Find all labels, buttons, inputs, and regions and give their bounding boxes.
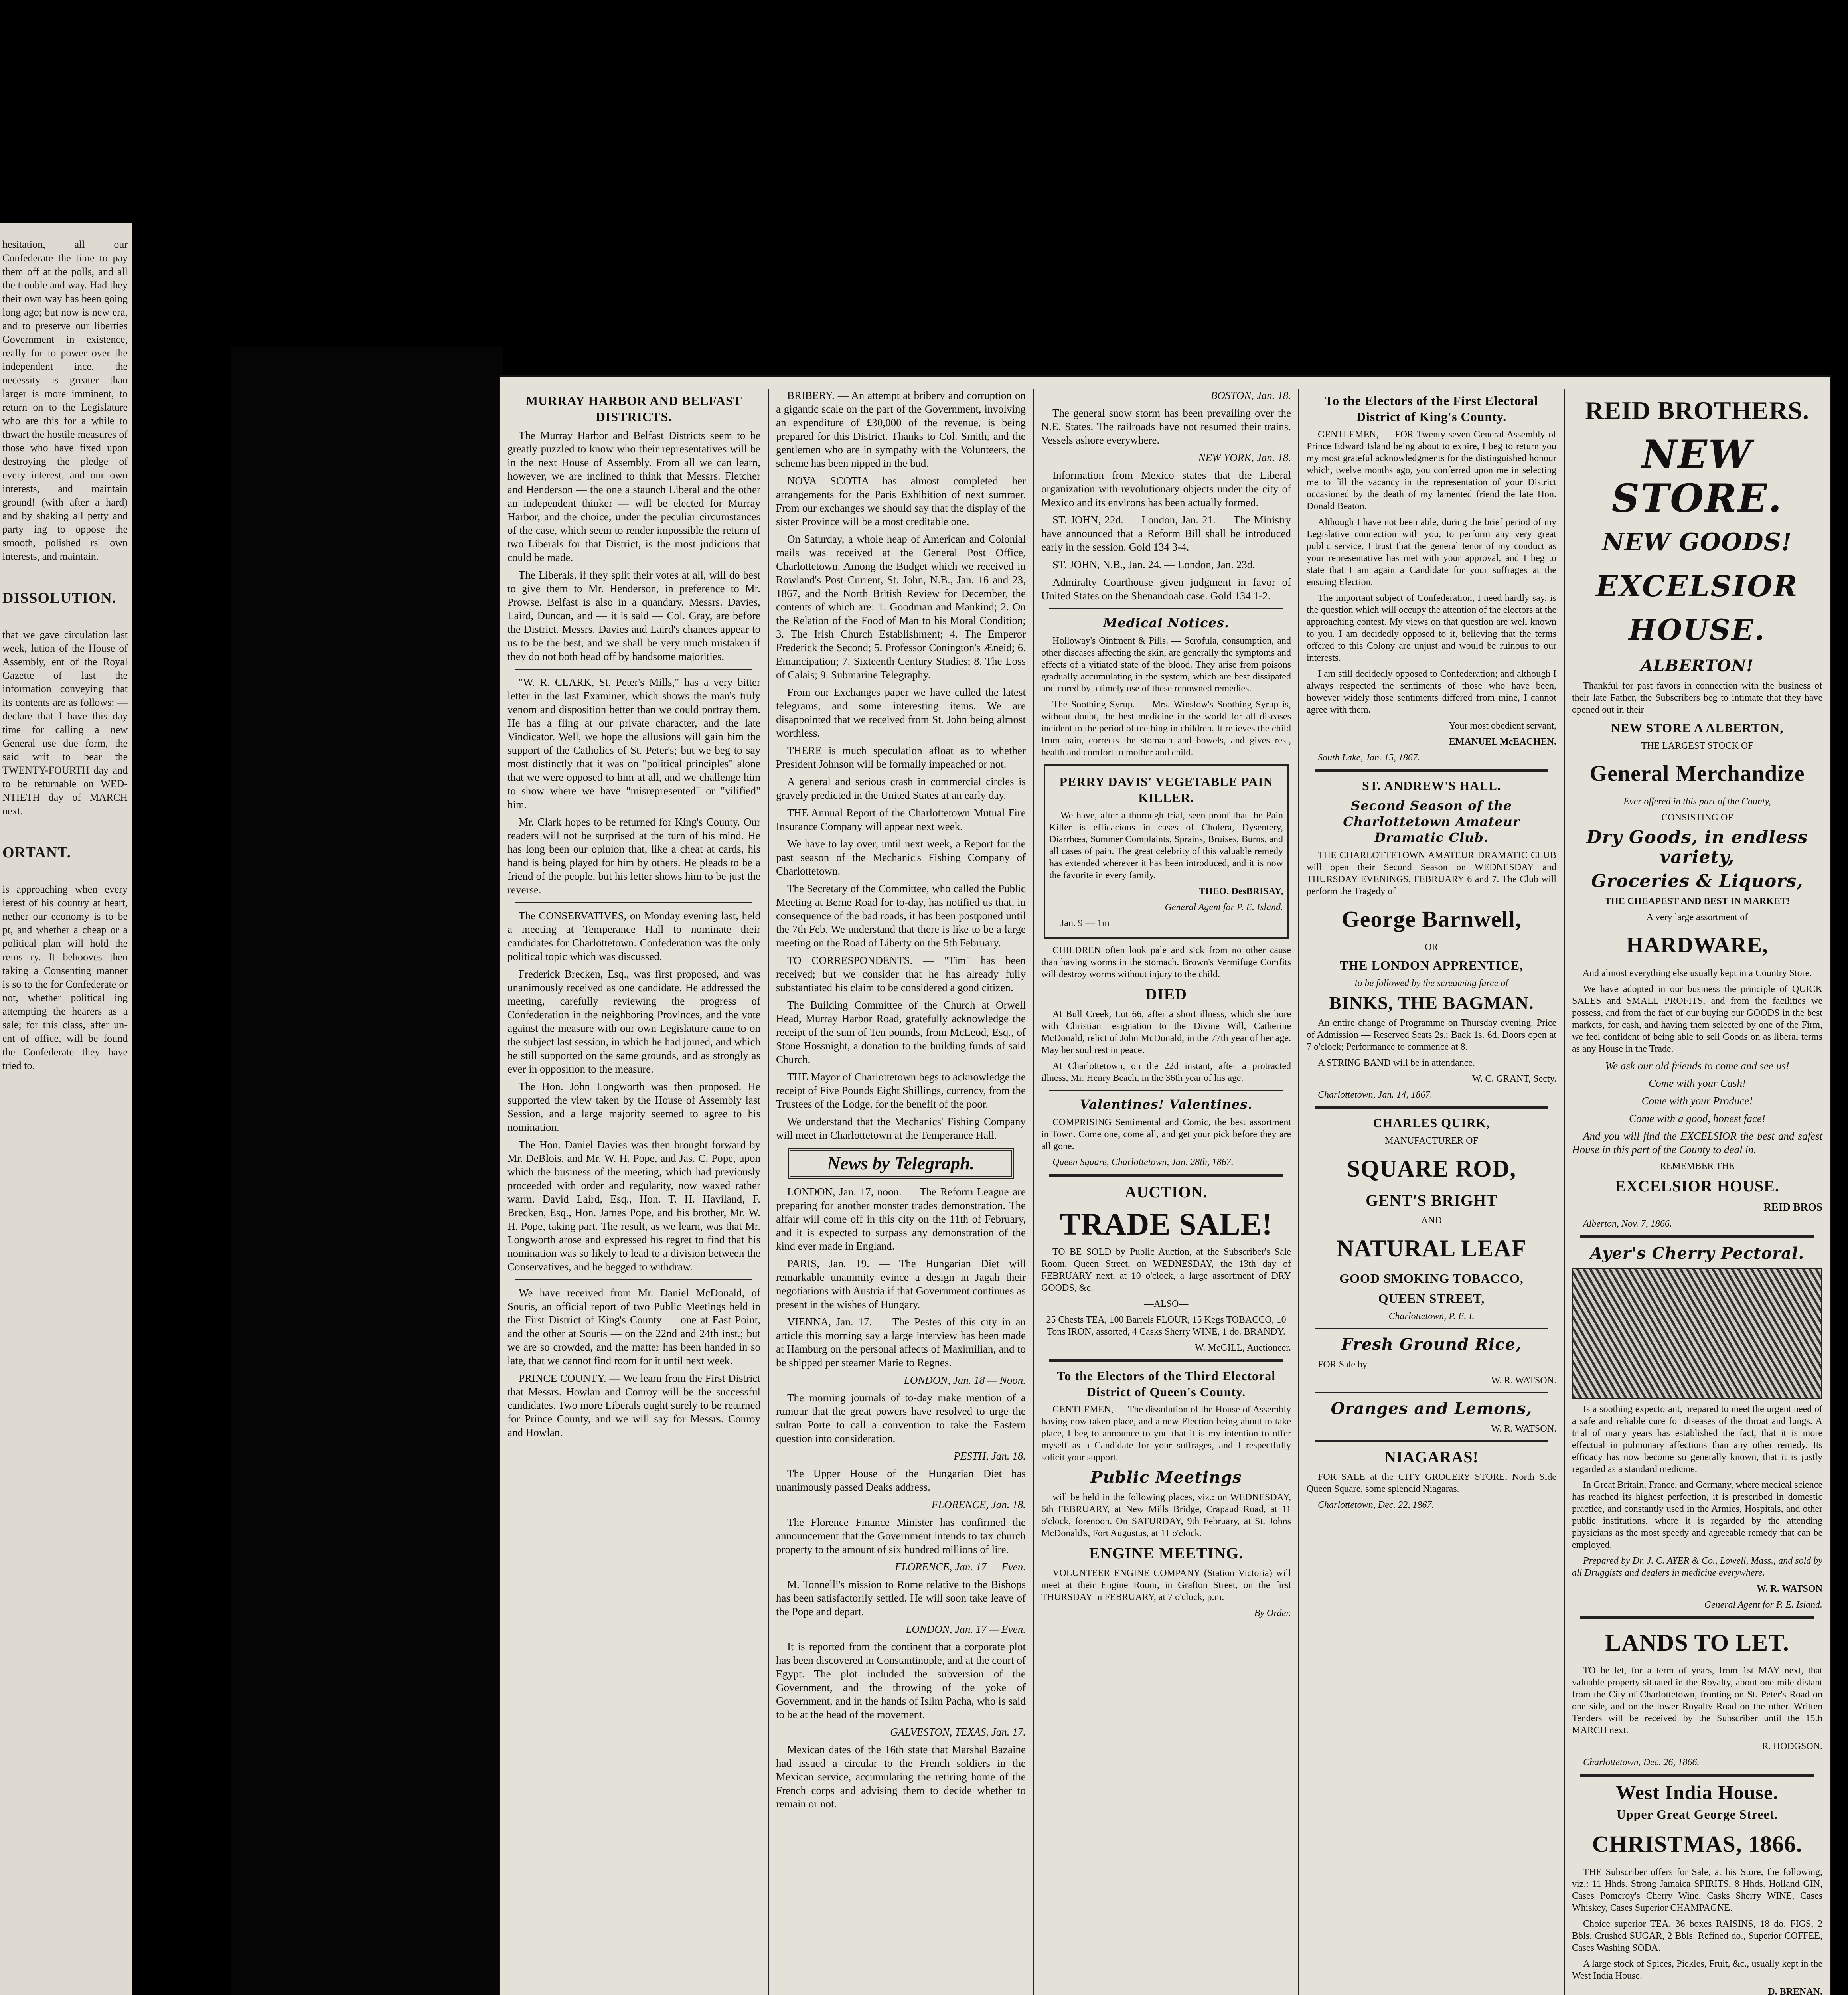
dramatic-club-text: THE CHARLOTTETOWN AMATEUR DRAMATIC CLUB will open their Second Season on WEDNESDAY and THURSDAY EVENINGS, FEBRUARY 6 and 7. The Club will perform the Tragedy of — [1307, 850, 1556, 897]
find-line: And you will find the EXCELSIOR the best and safest House in this part of the County to deal in. — [1572, 1130, 1822, 1156]
electors-text: GENTLEMEN, — FOR Twenty-seven General Assembly of Prince Edward Island being about to expire, I beg to return you my most grateful acknowledgments for the distinguished honour which, twelve months ago, you conferred upon me in selecting me to fill the vacancy in the representation of your District occasioned by the death of my lamented friend the late Hon. Donald Beaton. — [1307, 429, 1556, 512]
electors-heading: To the Electors of the First Electoral District of King's County. — [1325, 393, 1538, 424]
niagara-heading: NIAGARAS! — [1384, 1448, 1479, 1466]
public-meetings-text: will be held in the following places, viz.: on WEDNESDAY, 6th FEBRUARY, at New Mills Bridge, Crapaud Road, at 11 o'clock, forenoon. On SATURDAY, 9th February, at St. Johns McDonald's, Fort Augustus, at 11 o'clock. — [1041, 1492, 1291, 1539]
medical-notice: The Soothing Syrup. — Mrs. Winslow's Soothing Syrup is, without doubt, the best medicine in the world for all diseases incident to the period of teething in children. It relieves the child from pain, corrects the stomach and bowels, and gives rest, health and comfort to mother and child. — [1041, 699, 1291, 758]
died-heading: DIED — [1145, 985, 1187, 1003]
telegraph-dateline: GALVESTON, TEXAS, Jan. 17. — [890, 1726, 1026, 1738]
cheapest-line: THE CHEAPEST AND BEST IN MARKET! — [1605, 896, 1790, 907]
engine-meeting-signature: By Order. — [1254, 1608, 1291, 1618]
signature-title: General Agent for P. E. Island. — [1165, 902, 1283, 913]
obituary: At Charlottetown, on the 22d instant, after a protracted illness, Mr. Henry Beach, in the 36th year of his age. — [1041, 1061, 1291, 1083]
ayer-text: In Great Britain, France, and Germany, where medical science has reached its highest perfection, it is prescribed in domestic practice, and constantly used in the Armies, Hospitals, and other public institutions, where it is regarded by the attending physicians as the most speedy and agreeable remedy that can be employed. — [1572, 1480, 1822, 1550]
lands-text: TO be let, for a term of years, from 1st MAY next, that valuable property situated in the Royalty, about one mile distant from the City of Charlottetown, fronting on St. Peter's Road on one side, and on the lower Royalty Road on the other. Written Tenders will be received by the Subscriber until the 15th MARCH next. — [1572, 1665, 1822, 1736]
article-paragraph: A general and serious crash in commercial circles is gravely predicted in the United States at an early day. — [776, 776, 1026, 801]
ayer-signature-title: General Agent for P. E. Island. — [1704, 1600, 1822, 1610]
groceries: Groceries & Liquors, — [1591, 871, 1803, 891]
west-india-text: THE Subscriber offers for Sale, at his Store, the following, viz.: 11 Hhds. Strong Jamaica SPIRITS, 8 Hhds. Holland GIN, Cases Pomeroy's Cherry Wine, Casks Sherry WINE, Cases Whiskey, Cases Superior CHAMPAGNE. — [1572, 1867, 1822, 1913]
left-sliver-top-text: hesitation, all our Confederate the time to pay them off at the polls, and all the trouble and way. Had they their own way has been going long ago; but now is new era, and to preserve our liberties Government in existence, really for to power over the independent ince, the necessity is greater than larger is more imminent, to return on to the Legislature who are this for a while to thwart the hostile measures of those who have fixed upon destroying the pledge of every interest, and our own interests, and maintain ground! (with after a hard) and by shaking all petty and party ing to oppose the smooth, polished rs' own interests, and maintain. — [2, 239, 128, 562]
excelsior-line: EXCELSIOR HOUSE. — [1615, 1177, 1779, 1195]
excelsior-heading: EXCELSIOR HOUSE. — [1596, 569, 1799, 647]
telegraph-item: M. Tonnelli's mission to Rome relative to the Bishops has been satisfactorily settled. He will soon take leave of the Pope and depart. — [776, 1578, 1026, 1618]
rice-sub: FOR Sale by — [1318, 1359, 1368, 1370]
article-paragraph: "W. R. CLARK, St. Peter's Mills," has a very bitter letter in the last Examiner, which shows the man's truly venom and disposition better than we could portray them. He has a fling at our private character, and the late Vindicator. Well, we hope the allusions will gain him the support of the Catholics of St. Peter's; but we beg to say most distinctly that it was on "political principles" alone that we were opposed to him at all, and we challenge him to show where we have "misrepresented" or "vilified" him. — [507, 676, 760, 810]
rice-heading: Fresh Ground Rice, — [1341, 1335, 1522, 1354]
oranges-signature: W. R. WATSON. — [1491, 1424, 1556, 1434]
left-sliver-middle-text: that we gave circulation last week, lution of the House of Assembly, ent of the Royal Gazette of last the information conveying that its contents are as follows: — declare that I have this day time for calling a new General use due form, the said writ to bear the TWENTY-FOURTH day and to be returnable on WED- NTIETH day of MARCH next. — [2, 629, 128, 817]
divider — [515, 669, 752, 670]
public-meetings-heading: Public Meetings — [1090, 1468, 1242, 1487]
telegraph-dateline: FLORENCE, Jan. 17 — Even. — [895, 1561, 1026, 1573]
telegraph-item: Information from Mexico states that the Liberal organization with revolutionary objects under the city of Mexico and its environs has been actually formed. — [1041, 469, 1291, 508]
lands-heading: LANDS TO LET. — [1605, 1630, 1789, 1656]
new-store-heading: NEW STORE. — [1611, 432, 1783, 521]
article-paragraph: PRINCE COUNTY. — We learn from the First District that Messrs. Howlan and Conroy will be the successful candidates. Two more Liberals ought surely to be returned for Prince County, and we will say for Messrs. Conroy and Howlan. — [507, 1372, 760, 1438]
store-intro: Thankful for past favors in connection with the business of their late Father, the Subscribers beg to intimate that they have opened out in their — [1572, 681, 1822, 715]
signature: THEO. DesBRISAY, — [1199, 886, 1283, 897]
hardware-heading: HARDWARE, — [1626, 933, 1768, 958]
niagara-date: Charlottetown, Dec. 22, 1867. — [1318, 1500, 1434, 1510]
electors-heading: To the Electors of the Third Electoral District of Queen's County. — [1056, 1369, 1276, 1399]
pain-killer-text: We have, after a thorough trial, seen proof that the Pain Killer is efficacious in cases of Cholera, Dysentery, Diarrhœa, Summer Complaints, Sprains, Bruises, Burns, and all cases of pain. The great celebrity of this valuable remedy has extended wherever it has been introduced, and it is now the favorite in every family. — [1049, 810, 1283, 881]
west-india-sub: Upper Great George Street. — [1616, 1807, 1778, 1821]
telegraph-item: PARIS, Jan. 19. — The Hungarian Diet will remarkable unanimity evince a design in Jagah their negotiations with Austria if that Government continues as present in the wishes of Hungary. — [776, 1258, 1026, 1310]
column-2 — [769, 389, 1033, 1995]
article-paragraph: THERE is much speculation afloat as to whether President Johnson will be formally impeached or not. — [776, 745, 1026, 770]
article-paragraph: We have received from Mr. Daniel McDonald, of Souris, an official report of two Public Meetings held in the First District of King's County — one at East Point, and the other at Souris — on the 22nd and 24th inst.; but we are so crowded, and the matter has been handed in so late, that we cannot find room for it until next week. — [507, 1287, 760, 1367]
west-india-text: Choice superior TEA, 36 boxes RAISINS, 18 do. FIGS, 2 Bbls. Crushed SUGAR, 2 Bbls. Refined do., Superior COFFEE, Cases Washing SODA. — [1572, 1919, 1822, 1953]
article-paragraph: THE Annual Report of the Charlottetown Mutual Fire Insurance Company will appear next week. — [776, 807, 1026, 832]
article-heading-murray-harbor: MURRAY HARBOR AND BELFAST DISTRICTS. — [525, 393, 742, 424]
rice-signature: W. R. WATSON. — [1491, 1375, 1556, 1386]
electors-text: The important subject of Confederation, I need hardly say, is the question which will occupy the attention of the electors at the approaching contest. My views on that question are well known to you. I am decidedly opposed to it, believing that the terms offered to this Colony are unjust and would be ruinous to our interests. — [1307, 593, 1556, 663]
telegraph-dateline: NEW YORK, Jan. 18. — [1198, 452, 1291, 464]
article-paragraph: The Murray Harbor and Belfast Districts seem to be greatly puzzled to know who their representatives will be in the next House of Assembly. From all we can learn, however, we are inclined to think that Messrs. Fletcher and Henderson — the one a staunch Liberal and the other an independent thinker — will be elected for Murray Harbor, and the choice, under the peculiar circumstances of the case, which seem to render impossible the return of two Liberals for that District, is the most judicious that could be made. — [507, 429, 760, 563]
telegraph-item: LONDON, Jan. 17, noon. — The Reform League are preparing for another monster trades demonstration. The affair will come off in this city on the 11th of February, and it is expected to surpass any demonstration of the kind ever made in England. — [776, 1186, 1026, 1252]
valentines-text: COMPRISING Sentimental and Comic, the best assortment in Town. Come one, come all, and get your pick before they are all gone. — [1041, 1117, 1291, 1152]
play-intro: to be followed by the screaming farce of — [1354, 978, 1508, 988]
article-paragraph: We understand that the Mechanics' Fishing Company will meet in Charlottetown at the Temperance Hall. — [776, 1116, 1026, 1141]
alberton-heading: ALBERTON! — [1641, 656, 1754, 675]
electors-text: I am still decidedly opposed to Confederation; and although I always respected the sentiments of those who have been, however widely those sentiments differed from mine, I cannot agree with them. — [1307, 669, 1556, 715]
electors-text: GENTLEMEN, — The dissolution of the House of Assembly having now taken place, and a new Election being about to take place, I beg to announce to you that it is my intention to offer myself as a Candidate for your suffrages, and I respectfully solicit your support. — [1041, 1404, 1291, 1463]
season-heading: Second Season of the Charlottetown Amateur Dramatic Club. — [1343, 798, 1520, 845]
new-goods-heading: NEW GOODS! — [1602, 528, 1793, 556]
left-sliver-bottom-text: is approaching when every ierest of his country at heart, nether our economy is to be pt, and whether a cheap or a political plan will hold the reins ry. It behooves then taking a Consenting manner is so to the for Confederate or not, whether political ing attempting the hearers as a sale; for this class, after un- ent of office, will be found the Confederate they have tried to. — [2, 883, 128, 1071]
electors-text: Although I have not been able, during the brief period of my Legislative connection with you, to perform any very great public service, I trust that the general tenor of my conduct as your representative has met with your approval, and I beg to state that I am again a Candidate for your suffrages at the ensuing Election. — [1307, 517, 1556, 587]
electors-name: EMANUEL McEACHEN. — [1449, 737, 1556, 747]
trade-sale-heading: TRADE SALE! — [1060, 1207, 1273, 1241]
valentines-heading: Valentines! Valentines. — [1080, 1097, 1253, 1112]
club-signature: W. C. GRANT, Secty. — [1472, 1074, 1556, 1084]
article-paragraph: The CONSERVATIVES, on Monday evening last, held a meeting at Temperance Hall to nominate their candidates for Charlottetown. Confederation was the only political topic which was discussed. — [507, 910, 760, 962]
electors-date: South Lake, Jan. 15, 1867. — [1318, 753, 1420, 763]
brand-heading: REID BROTHERS. — [1585, 396, 1809, 425]
electors-closing: Your most obedient servant, — [1449, 721, 1556, 731]
medical-notice: Holloway's Ointment & Pills. — Scrofula, consumption, and other diseases affecting the skin, are generally the symptoms and effects of a vitiated state of the blood. They arise from poisons gradually accumulating in the system, which are best dissipated and cured by a timely use of these renowned remedies. — [1041, 636, 1291, 694]
telegraph-dateline: LONDON, Jan. 17 — Even. — [906, 1623, 1026, 1635]
hall-heading: ST. ANDREW'S HALL. — [1362, 778, 1501, 793]
farce-title: BINKS, THE BAGMAN. — [1329, 993, 1534, 1013]
column-1 — [500, 389, 768, 1995]
telegraph-dateline: LONDON, Jan. 18 — Noon. — [904, 1374, 1026, 1386]
column-5 — [1565, 389, 1830, 1995]
general-merchandize: General Merchandize — [1589, 761, 1805, 786]
medical-notice: CHILDREN often look pale and sick from no other cause than having worms in the stomach. Brown's Vermifuge Comfits will destroy worms without injury to the child. — [1041, 945, 1291, 980]
quirk-and: AND — [1421, 1215, 1442, 1226]
telegraph-item: Admiralty Courthouse given judgment in favor of United States on the Shenandoah case. Gold 134 1-2. — [1041, 576, 1291, 602]
lands-signature: R. HODGSON. — [1762, 1741, 1822, 1752]
string-band-note: A STRING BAND will be in attendance. — [1318, 1058, 1475, 1068]
page-shadow — [231, 347, 503, 1995]
divider — [515, 902, 752, 903]
reid-bros-signature: REID BROS — [1763, 1201, 1822, 1213]
largest-stock: THE LARGEST STOCK OF — [1641, 741, 1753, 751]
article-paragraph: From our Exchanges paper we have culled the latest telegrams, and some interesting items. We are disappointed that we received from St. John being almost worthless. — [776, 686, 1026, 739]
article-paragraph: The Building Committee of the Church at Orwell Head, Murray Harbor Road, gratefully acknowledge the receipt of the sum of Ten pounds, from McLeod, Esq., of Stone Hossnight, a donation to the building funds of said Church. — [776, 999, 1026, 1065]
divider — [1315, 1392, 1548, 1393]
ever-offered: Ever offered in this part of the County, — [1623, 796, 1771, 807]
stock-of: A very large assortment of — [1646, 912, 1748, 922]
telegraph-dateline: BOSTON, Jan. 18. — [1210, 389, 1291, 401]
telegraph-dateline: FLORENCE, Jan. 18. — [931, 1499, 1026, 1511]
left-page-sliver — [0, 223, 132, 1995]
christmas-heading: CHRISTMAS, 1866. — [1592, 1831, 1803, 1857]
article-paragraph: Mr. Clark hopes to be returned for King's County. Our readers will not be surprised at the turn of his mind. He has long been our opinion that, like a cheat at cards, his hand is being played for him by others. He pleads to be a friend of the people, but his letter shows him to be just the reverse. — [507, 816, 760, 896]
remember-line: REMEMBER THE — [1660, 1161, 1735, 1171]
article-paragraph: We have to lay over, until next week, a Report for the past season of the Mechanic's Fishing Company of Charlottetown. — [776, 838, 1026, 877]
west-india-heading: West India House. — [1616, 1781, 1779, 1803]
ayer-text: Is a soothing expectorant, prepared to meet the urgent need of a safe and reliable cure for diseases of the throat and lungs. A trial of many years has established the fact, that it is more effectual in pulmonary affections than any other remedy. Its efficacy has now become so generally known, that it is justly regarded as a standard medicine. — [1572, 1404, 1822, 1474]
newspaper-page — [499, 375, 1831, 1995]
telegraph-item: It is reported from the continent that a corporate plot has been discovered in Constantinople, and at the court of Egypt. The plot included the subversion of the Government, and the throwing of the yoke of Government, and in the hands of Islim Pacha, who is said to be at the head of the movement. — [776, 1641, 1026, 1720]
valentines-signature: Queen Square, Charlottetown, Jan. 28th, 1867. — [1052, 1157, 1234, 1167]
quirk-street: QUEEN STREET, — [1378, 1291, 1485, 1306]
hardware-sub: And almost everything else usually kept in a Country Store. — [1582, 968, 1812, 978]
telegraph-item: The Florence Finance Minister has confirmed the announcement that the Government intends to tax church property to the amount of six hundred millions of lire. — [776, 1516, 1026, 1555]
medical-notices-heading: Medical Notices. — [1103, 615, 1230, 630]
niagara-text: FOR SALE at the CITY GROCERY STORE, North Side Queen Square, some splendid Niagaras. — [1307, 1472, 1556, 1494]
article-paragraph: THE Mayor of Charlottetown begs to acknowledge the receipt of Five Pounds Eight Shillings, currency, from the Trustees of the Lodge, for the benefit of the poor. — [776, 1071, 1026, 1110]
west-india-text: A large stock of Spices, Pickles, Fruit, &c., usually kept in the West India House. — [1572, 1959, 1822, 1981]
play-subtitle: THE LONDON APPRENTICE, — [1339, 958, 1524, 972]
ayer-prepared: Prepared by Dr. J. C. AYER & Co., Lowell, Mass., and sold by all Druggists and dealers in medicine everywhere. — [1572, 1556, 1822, 1578]
article-paragraph: The Secretary of the Committee, who called the Public Meeting at Berne Road for to-day, has notified us that, in consequence of the bad roads, it has been postponed until the 7th Feb. We understand that there is like to be a large meeting on the Road of Liberty on the 5th February. — [776, 883, 1026, 949]
ayer-signature: W. R. WATSON — [1757, 1584, 1822, 1594]
trade-sale-items: 25 Chests TEA, 100 Barrels FLOUR, 15 Kegs TOBACCO, 10 Tons IRON, assorted, 4 Casks Sherry WINE, 1 do. BRANDY. — [1046, 1315, 1286, 1337]
article-paragraph: BRIBERY. — An attempt at bribery and corruption on a gigantic scale on the part of the Government, involving an expenditure of £30,000 of the revenue, is being prepared for this District. Thanks to Col. Smith, and the gentlemen who are in sympathy with the Volunteers, the scheme has been nipped in the bud. — [776, 389, 1026, 469]
play-title: George Barnwell, — [1341, 906, 1522, 932]
pain-killer-heading: PERRY DAVIS' VEGETABLE PAIN KILLER. — [1059, 774, 1273, 805]
ayer-heading: Ayer's Cherry Pectoral. — [1590, 1244, 1805, 1263]
west-india-signature: D. BRENAN. — [1768, 1987, 1822, 1995]
article-paragraph: Frederick Brecken, Esq., was first proposed, and was unanimously received as one candidate. He addressed the meeting, carefully reviewing the progress of Confederation in the neighboring Provinces, and the vote against the measure with our own Legislature came to on the subject last session, in which he had joined, and which he still supported on the same grounds, and as strongly as ever in opposition to the measure. — [507, 968, 760, 1075]
article-paragraph: The Hon. John Longworth was then proposed. He supported the view taken by the House of Assembly last Session, and a large majority seemed to agree to his nomination. — [507, 1080, 760, 1133]
engine-meeting-text: VOLUNTEER ENGINE COMPANY (Station Victoria) will meet at their Engine Room, in Grafton Street, on the first THURSDAY in FEBRUARY, at 7 o'clock, p.m. — [1041, 1568, 1291, 1602]
also-label: —ALSO— — [1144, 1299, 1189, 1309]
divider — [1580, 1235, 1814, 1238]
quirk-subtitle: MANUFACTURER OF — [1385, 1136, 1478, 1146]
engine-meeting-heading: ENGINE MEETING. — [1089, 1544, 1244, 1562]
telegraph-heading: News by Telegraph. — [788, 1148, 1014, 1179]
club-date: Charlottetown, Jan. 14, 1867. — [1318, 1090, 1433, 1100]
lands-date: Charlottetown, Dec. 26, 1866. — [1583, 1757, 1700, 1768]
article-paragraph: NOVA SCOTIA has almost completed her arrangements for the Paris Exhibition of next summer. From our exchanges we should say that the display of the sister Province will be a most creditable one. — [776, 475, 1026, 527]
come-cash: Come with your Cash! — [1649, 1077, 1746, 1089]
trade-sale-text: TO BE SOLD by Public Auction, at the Subscriber's Sale Room, Queen Street, on WEDNESDAY, the 13th day of FEBRUARY next, at 10 o'clock, a large assortment of DRY GOODS, &c. — [1041, 1247, 1291, 1293]
column-4 — [1299, 389, 1564, 1995]
play-or: OR — [1425, 942, 1438, 952]
alberton-date: Alberton, Nov. 7, 1866. — [1583, 1219, 1672, 1229]
auction-heading: AUCTION. — [1125, 1183, 1208, 1201]
telegraph-dateline: PESTH, Jan. 18. — [954, 1450, 1026, 1462]
divider — [1580, 1774, 1814, 1777]
divider — [1580, 1616, 1814, 1619]
quirk-product: GOOD SMOKING TOBACCO, — [1339, 1271, 1524, 1286]
divider — [1315, 1106, 1548, 1109]
telegraph-item: VIENNA, Jan. 17. — The Pestes of this city in an article this morning say a large interview has been made at Hamburg on the personal affects of Maximilian, and to be shipped per steamer Marie to Regnes. — [776, 1316, 1026, 1369]
consisting-of: CONSISTING OF — [1661, 812, 1733, 823]
divider — [1049, 1174, 1283, 1177]
divider — [1315, 1440, 1548, 1442]
new-store-line: NEW STORE A ALBERTON, — [1611, 721, 1784, 735]
quirk-product: SQUARE ROD, — [1347, 1156, 1516, 1182]
ad-date: Jan. 9 — 1m — [1060, 918, 1110, 928]
film-frame-top — [0, 0, 1848, 215]
page-gutter — [132, 215, 231, 1995]
article-paragraph: TO CORRESPONDENTS. — "Tim" has been received; but we consider that he has already fully substantiated his claim to be considered a good citizen. — [776, 954, 1026, 994]
telegraph-item: The morning journals of to-day make mention of a rumour that the great powers have resolved to urge the sultan Porte to call a convention to take the Eastern question into consideration. — [776, 1392, 1026, 1444]
divider — [1315, 769, 1548, 772]
divider — [515, 1279, 752, 1280]
left-sliver-heading-dissolution: DISSOLUTION. — [2, 590, 116, 606]
telegraph-item: The Upper House of the Hungarian Diet has unanimously passed Deaks address. — [776, 1468, 1026, 1493]
oranges-heading: Oranges and Lemons, — [1331, 1399, 1532, 1418]
telegraph-item: ST. JOHN, N.B., Jan. 24. — London, Jan. 23d. — [1052, 559, 1255, 571]
left-sliver-heading-important: ORTANT. — [2, 844, 71, 861]
come-hand: Come with a good, honest face! — [1629, 1112, 1765, 1124]
telegraph-item: Mexican dates of the 16th state that Marshal Bazaine had issued a circular to the French soldiers in the Mexican service, accumulating the retiring home of the French corps and advising them to decide whether to remain or not. — [776, 1744, 1026, 1810]
telegraph-item: The general snow storm has been prevailing over the N.E. States. The railroads have not resumed their trains. Vessels ashore everywhere. — [1041, 407, 1291, 446]
divider — [1049, 1090, 1283, 1091]
ask-friends: We ask our old friends to come and see us! — [1605, 1060, 1789, 1072]
divider — [1049, 608, 1283, 609]
article-paragraph: The Liberals, if they split their votes at all, will do best to give them to Mr. Henderson, in preference to Mr. Prowse. Belfast is also in a quandary. Messrs. Davies, Laird, Duncan, and — it is said — Col. Gray, are before the District. Messrs. Davies and Laird's chances appear to us to be the best, and we shall be very much mistaken if they do not both head off by handsome majorities. — [507, 569, 760, 662]
divider — [1049, 1359, 1283, 1362]
divider — [1315, 1328, 1548, 1329]
quirk-product: NATURAL LEAF — [1337, 1235, 1526, 1262]
dry-goods: Dry Goods, in endless variety, — [1586, 827, 1808, 867]
cherry-branch-illustration — [1572, 1268, 1822, 1399]
obituary: At Bull Creek, Lot 66, after a short illness, which she bore with Christian resignation to the Divine Will, Catherine McDonald, relict of John McDonald, in the 77th year of her age. May her soul rest in peace. — [1041, 1009, 1291, 1055]
quirk-name: CHARLES QUIRK, — [1373, 1116, 1490, 1130]
column-3 — [1034, 389, 1298, 1995]
auctioneer: W. McGILL, Auctioneer. — [1194, 1343, 1291, 1353]
article-paragraph: The Hon. Daniel Davies was then brought forward by Mr. DeBlois, and Mr. W. H. Pope, and Jas. C. Pope, upon which the business of the meeting, which had previously proceeded with order and regularity, now waxed rather warm. David Laird, Esq., Hon. T. H. Haviland, F. Brecken, Esq., Hon. James Pope, and his brother, Mr. W. H. Pope, taking part. The result, as we learn, was that Mr. Longworth arose and expressed his regret to find that his nomination was so likely to lead to a division between the Conservatives, and he begged to withdraw. — [507, 1139, 760, 1273]
store-principle: We have adopted in our business the principle of QUICK SALES and SMALL PROFITS, and from the facilities we possess, and from the fact of our buying our GOODS in the best markets, for cash, and having them selected by one of the Firm, we feel confident of being able to sell Goods on as liberal terms as any House in the Trade. — [1572, 984, 1822, 1054]
quirk-product: GENT'S BRIGHT — [1366, 1191, 1497, 1209]
dramatic-club-note: An entire change of Programme on Thursday evening. Price of Admission — Reserved Seats 2s.; Back 1s. 6d. Doors open at 7 o'clock; Performance to commence at 8. — [1307, 1018, 1556, 1052]
telegraph-item: ST. JOHN, 22d. — London, Jan. 21. — The Ministry have announced that a Reform Bill shall be introduced early in the session. Gold 134 3-4. — [1041, 514, 1291, 553]
come-produce: Come with your Produce! — [1641, 1095, 1753, 1107]
quirk-place: Charlottetown, P. E. I. — [1388, 1311, 1475, 1321]
article-paragraph: On Saturday, a whole heap of American and Colonial mails was received at the General Post Office, Charlottetown. Among the Budget which we received in Rowland's Post Current, St. John, N.B., Jan. 16 and 23, 1867, and the North British Review for December, the contents of which are: 1. Goodman and Mankind; 2. On the Relation of the Food of Man to his Moral Condition; 3. The Irish Church Establishment; 4. The Emperor Frederick the Second; 5. Professor Conington's Æneid; 6. Emancipation; 7. Sixteenth Century Studies; 8. The Loss of Calais; 9. Submarine Telegraphy. — [776, 533, 1026, 681]
